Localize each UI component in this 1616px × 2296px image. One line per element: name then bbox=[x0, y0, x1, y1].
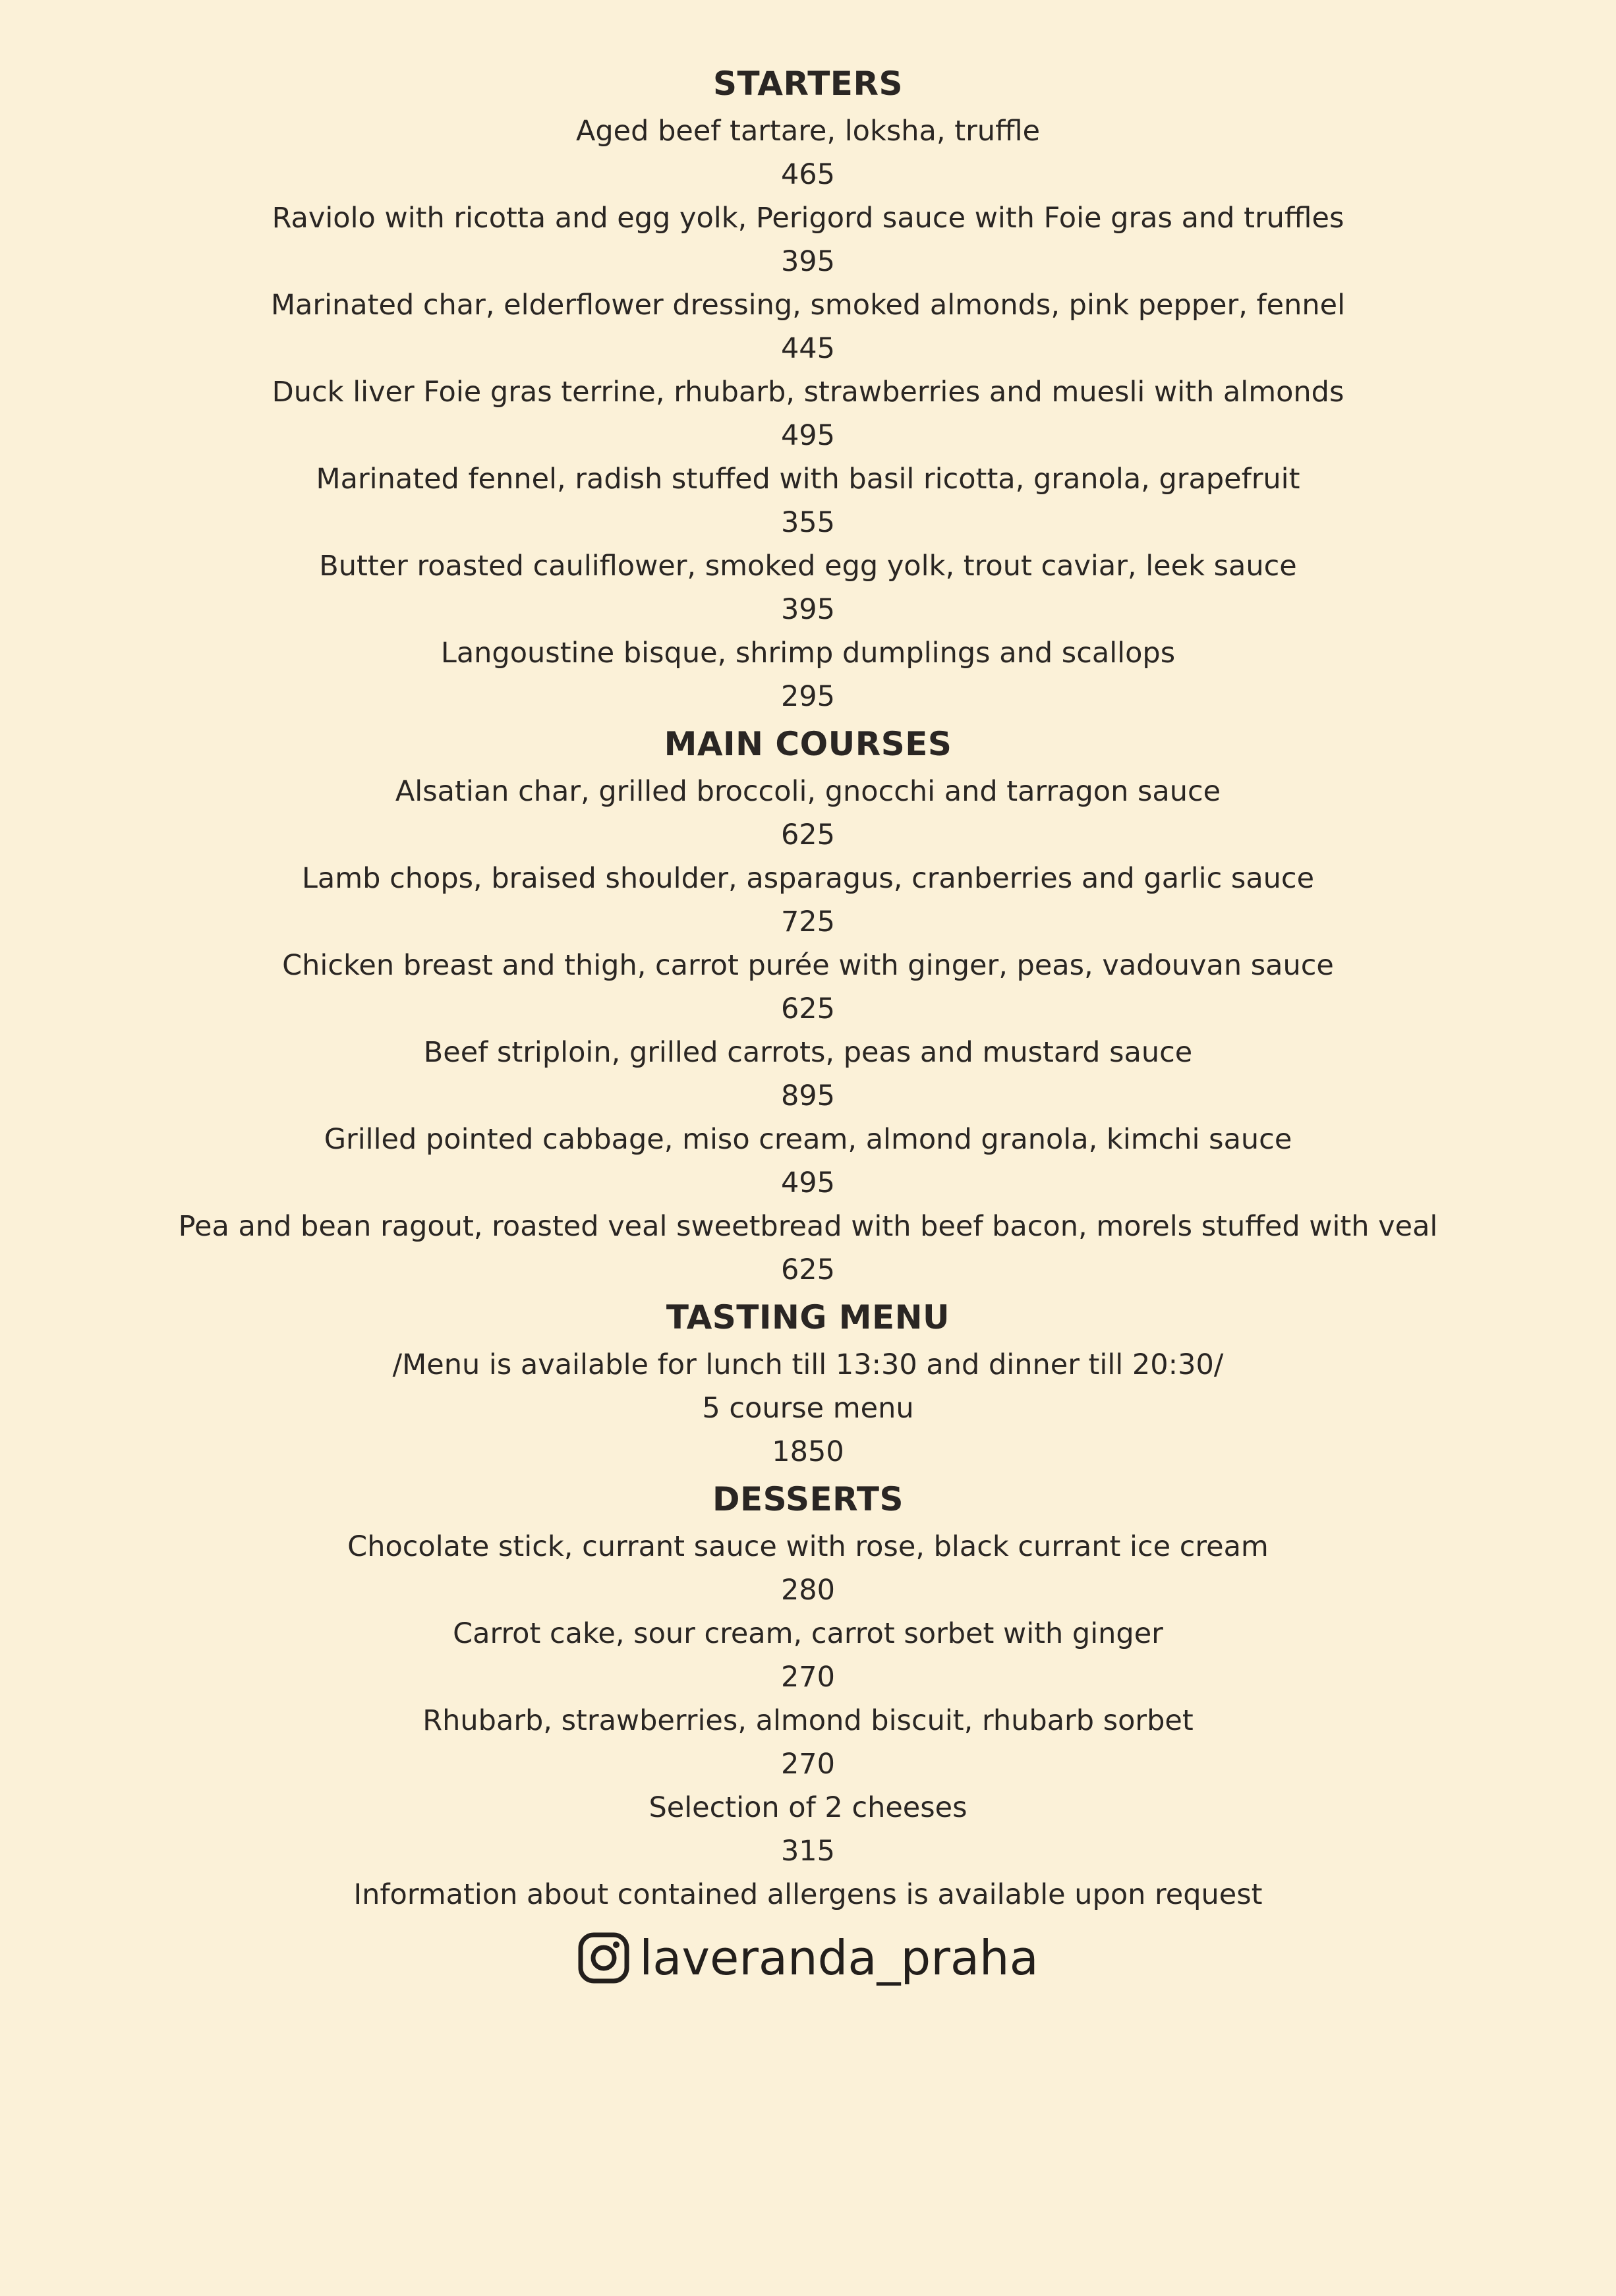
menu-item-name: Aged beef tartare, loksha, truffle bbox=[575, 115, 1041, 148]
instagram-icon bbox=[577, 1932, 630, 1984]
menu-item-price: 445 bbox=[780, 332, 836, 365]
menu-item-name: Rhubarb, strawberries, almond biscuit, rhubarb sorbet bbox=[422, 1704, 1194, 1737]
menu-item-price: 495 bbox=[780, 1166, 836, 1199]
menu-item-price: 395 bbox=[780, 593, 836, 626]
section-tasting-menu bbox=[0, 1292, 1616, 1474]
menu-item-name: Marinated char, elderflower dressing, smoked almonds, pink pepper, fennel bbox=[270, 289, 1346, 322]
menu-footer bbox=[0, 1873, 1616, 1994]
menu-item-name: Grilled pointed cabbage, miso cream, almond granola, kimchi sauce bbox=[324, 1123, 1292, 1156]
allergen-note: Information about contained allergens is available upon request bbox=[353, 1878, 1263, 1911]
menu-item-price: 395 bbox=[780, 245, 836, 278]
menu-item-name: Chocolate stick, currant sauce with rose, black currant ice cream bbox=[347, 1530, 1269, 1563]
menu-item-name: Duck liver Foie gras terrine, rhubarb, strawberries and muesli with almonds bbox=[272, 376, 1344, 409]
menu-item-name: Marinated fennel, radish stuffed with basil ricotta, granola, grapefruit bbox=[316, 463, 1300, 496]
menu-item-name: 5 course menu bbox=[702, 1392, 914, 1425]
menu-item-price: 355 bbox=[780, 506, 836, 539]
menu-item-price: 465 bbox=[780, 158, 836, 191]
menu-item-name: Butter roasted cauliflower, smoked egg yolk, trout caviar, leek sauce bbox=[319, 550, 1297, 583]
instagram-link[interactable] bbox=[0, 1922, 1616, 1994]
section-title: MAIN COURSES bbox=[664, 725, 952, 763]
menu-item-price: 625 bbox=[780, 818, 836, 851]
menu-item-price: 270 bbox=[780, 1661, 836, 1694]
section-title: TASTING MENU bbox=[666, 1298, 950, 1336]
menu-item-price: 280 bbox=[780, 1574, 836, 1607]
menu-item-name: Raviolo with ricotta and egg yolk, Perigord sauce with Foie gras and truffles bbox=[272, 202, 1344, 235]
menu-item-price: 495 bbox=[780, 419, 836, 452]
menu-item-name: Selection of 2 cheeses bbox=[649, 1791, 967, 1824]
menu-item-name: Lamb chops, braised shoulder, asparagus, cranberries and garlic sauce bbox=[301, 862, 1315, 895]
menu-item-price: 895 bbox=[780, 1079, 836, 1112]
menu-item-name: Chicken breast and thigh, carrot purée with ginger, peas, vadouvan sauce bbox=[282, 949, 1334, 982]
menu-item-name: Beef striploin, grilled carrots, peas and mustard sauce bbox=[423, 1036, 1193, 1069]
menu-item-price: 1850 bbox=[772, 1435, 844, 1468]
instagram-handle: laveranda_praha bbox=[639, 1930, 1039, 1986]
menu-item-name: Langoustine bisque, shrimp dumplings and scallops bbox=[440, 637, 1176, 670]
section-title: STARTERS bbox=[713, 65, 903, 103]
menu-item-name: Carrot cake, sour cream, carrot sorbet with ginger bbox=[453, 1617, 1163, 1650]
menu-item-price: 315 bbox=[780, 1835, 836, 1868]
section-main-courses bbox=[0, 718, 1616, 1292]
menu-item-name: Pea and bean ragout, roasted veal sweetbread with beef bacon, morels stuffed with veal bbox=[178, 1210, 1438, 1243]
section-starters bbox=[0, 58, 1616, 718]
availability-note: /Menu is available for lunch till 13:30 and dinner till 20:30/ bbox=[392, 1348, 1224, 1381]
menu-item-price: 270 bbox=[780, 1748, 836, 1781]
menu bbox=[0, 58, 1616, 1994]
section-title: DESSERTS bbox=[712, 1480, 904, 1518]
menu-item-price: 725 bbox=[780, 905, 836, 938]
menu-item-price: 295 bbox=[780, 680, 836, 713]
menu-item-price: 625 bbox=[780, 992, 836, 1025]
section-desserts bbox=[0, 1474, 1616, 1873]
menu-item-name: Alsatian char, grilled broccoli, gnocchi and tarragon sauce bbox=[395, 775, 1221, 808]
menu-item-price: 625 bbox=[780, 1253, 836, 1286]
